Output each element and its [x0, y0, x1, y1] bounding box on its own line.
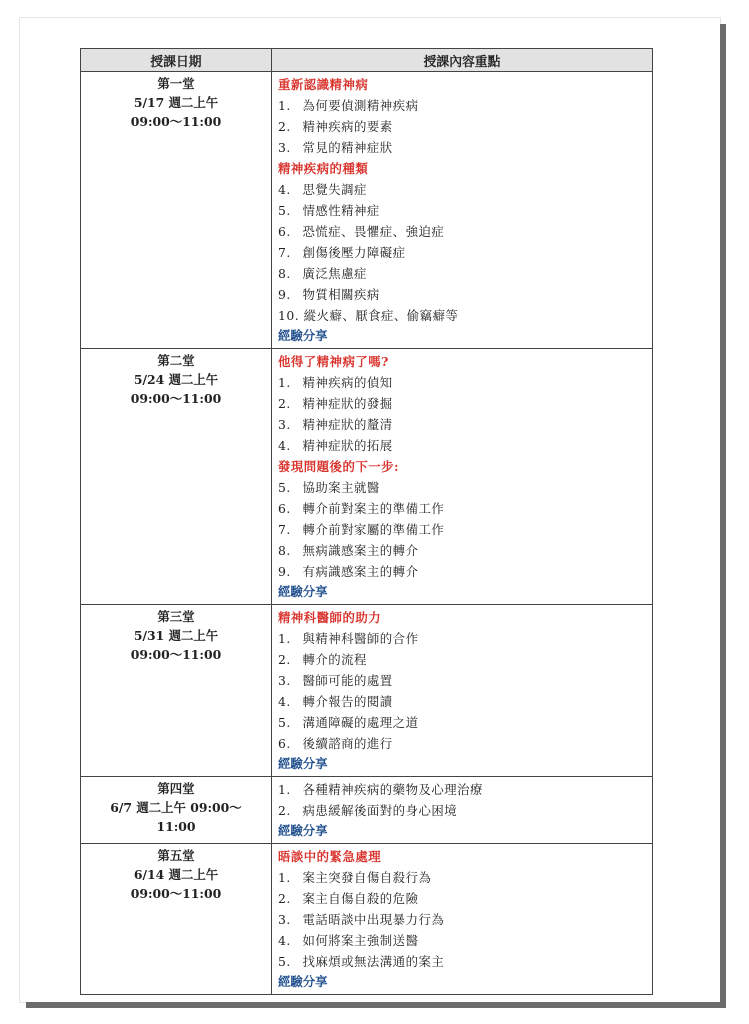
- topic-number: 7.: [278, 245, 291, 260]
- session-date: 5/31 週二上午: [133, 628, 219, 643]
- topic-item: [278, 393, 646, 414]
- session-row: [81, 349, 653, 605]
- topic-item: [278, 930, 646, 951]
- topic-number: 6.: [278, 224, 291, 239]
- topic-item: [278, 733, 646, 754]
- topic-number: 2.: [278, 396, 291, 411]
- topic-number: 1.: [278, 782, 291, 797]
- session-time: 09:00～11:00: [130, 391, 222, 406]
- topic-item: [278, 691, 646, 712]
- topic-text: 轉介前對案主的準備工作: [302, 501, 445, 516]
- topic-item: [278, 519, 646, 540]
- topic-text: 情感性精神症: [302, 203, 380, 218]
- session-date-cell: [81, 777, 272, 844]
- topic-item: [278, 179, 646, 200]
- topic-text: 精神症狀的釐清: [302, 417, 393, 432]
- session-date: 6/14 週二上午: [133, 867, 219, 882]
- section-heading: 晤談中的緊急處理: [278, 849, 382, 864]
- topic-item: [278, 242, 646, 263]
- session-date-cell: [81, 349, 272, 605]
- topic-text: 精神症狀的發掘: [302, 396, 393, 411]
- topic-text: 有病識感案主的轉介: [302, 564, 419, 579]
- topic-number: 4.: [278, 933, 291, 948]
- session-content-cell: [272, 844, 653, 995]
- topic-number: 8.: [278, 543, 291, 558]
- session-row: [81, 605, 653, 777]
- experience-sharing-label: 經驗分享: [278, 974, 328, 989]
- topic-text: 精神疾病的要素: [302, 119, 393, 134]
- topic-text: 為何要偵測精神疾病: [302, 98, 419, 113]
- topic-number: 4.: [278, 694, 291, 709]
- topic-number: 2.: [278, 652, 291, 667]
- topic-item: [278, 800, 646, 821]
- topic-text: 恐慌症、畏懼症、強迫症: [302, 224, 445, 239]
- topic-text: 後續諮商的進行: [302, 736, 393, 751]
- header-content: 授課內容重點: [272, 49, 653, 72]
- topic-item: [278, 372, 646, 393]
- topic-text: 找麻煩或無法溝通的案主: [302, 954, 445, 969]
- topic-text: 如何將案主強制送醫: [302, 933, 419, 948]
- topic-text: 轉介的流程: [302, 652, 367, 667]
- section-heading: 重新認識精神病: [278, 77, 369, 92]
- topic-item: [278, 649, 646, 670]
- topic-text: 無病識感案主的轉介: [302, 543, 419, 558]
- header-date: 授課日期: [81, 49, 272, 72]
- topic-number: 3.: [278, 140, 291, 155]
- topic-number: 2.: [278, 803, 291, 818]
- topic-number: 6.: [278, 736, 291, 751]
- topic-item: [278, 263, 646, 284]
- topic-text: 協助案主就醫: [302, 480, 380, 495]
- session-time: 09:00～11:00: [130, 114, 222, 129]
- experience-sharing-label: 經驗分享: [278, 756, 328, 771]
- topic-number: 2.: [278, 119, 291, 134]
- topic-item: [278, 951, 646, 972]
- session-row: [81, 844, 653, 995]
- topic-number: 9.: [278, 564, 291, 579]
- session-date-cell: [81, 72, 272, 349]
- topic-text: 醫師可能的處置: [302, 673, 393, 688]
- topic-number: 1.: [278, 631, 291, 646]
- topic-item: [278, 221, 646, 242]
- session-row: [81, 777, 653, 844]
- topic-number: 6.: [278, 501, 291, 516]
- session-date-cell: [81, 844, 272, 995]
- topic-item: [278, 712, 646, 733]
- topic-text: 與精神科醫師的合作: [302, 631, 419, 646]
- schedule-body: [81, 72, 653, 995]
- topic-item: [278, 137, 646, 158]
- topic-text: 常見的精神症狀: [302, 140, 393, 155]
- topic-item: [278, 540, 646, 561]
- topic-text: 物質相關疾病: [302, 287, 380, 302]
- topic-number: 8.: [278, 266, 291, 281]
- topic-text: 精神疾病的偵知: [302, 375, 393, 390]
- session-row: [81, 72, 653, 349]
- topic-item: [278, 284, 646, 305]
- topic-number: 10.: [278, 308, 300, 323]
- topic-item: [278, 909, 646, 930]
- topic-text: 溝通障礙的處理之道: [302, 715, 419, 730]
- session-date: 5/24 週二上午: [133, 372, 219, 387]
- topic-number: 1.: [278, 98, 291, 113]
- section-heading: 精神科醫師的助力: [278, 610, 382, 625]
- session-name: 第三堂: [157, 609, 195, 624]
- course-schedule-table: [80, 48, 653, 995]
- topic-item: [278, 305, 646, 326]
- topic-number: 3.: [278, 912, 291, 927]
- topic-text: 轉介前對家屬的準備工作: [302, 522, 445, 537]
- topic-text: 精神症狀的拓展: [302, 438, 393, 453]
- topic-item: [278, 561, 646, 582]
- topic-text: 案主突發自傷自殺行為: [302, 870, 432, 885]
- document-page: [20, 18, 720, 1002]
- topic-number: 3.: [278, 417, 291, 432]
- session-content-cell: [272, 777, 653, 844]
- topic-number: 5.: [278, 715, 291, 730]
- session-name: 第二堂: [157, 353, 195, 368]
- section-heading: 他得了精神病了嗎?: [278, 354, 389, 369]
- topic-number: 2.: [278, 891, 291, 906]
- topic-item: [278, 414, 646, 435]
- topic-text: 思覺失調症: [302, 182, 367, 197]
- session-name: 第四堂: [157, 781, 195, 796]
- topic-text: 縱火癖、厭食症、偷竊癖等: [303, 308, 459, 323]
- topic-number: 4.: [278, 182, 291, 197]
- topic-number: 1.: [278, 870, 291, 885]
- session-time: 09:00～11:00: [130, 647, 222, 662]
- session-time: 11:00: [156, 819, 196, 834]
- session-time: 09:00～11:00: [130, 886, 222, 901]
- topic-item: [278, 435, 646, 456]
- topic-text: 廣泛焦慮症: [302, 266, 367, 281]
- session-content-cell: [272, 349, 653, 605]
- topic-item: [278, 628, 646, 649]
- topic-item: [278, 477, 646, 498]
- topic-item: [278, 498, 646, 519]
- topic-number: 5.: [278, 954, 291, 969]
- topic-text: 轉介報告的閱讀: [302, 694, 393, 709]
- topic-number: 7.: [278, 522, 291, 537]
- topic-item: [278, 888, 646, 909]
- topic-number: 4.: [278, 438, 291, 453]
- topic-number: 1.: [278, 375, 291, 390]
- topic-item: [278, 779, 646, 800]
- session-date: 5/17 週二上午: [133, 95, 219, 110]
- topic-text: 各種精神疾病的藥物及心理治療: [302, 782, 483, 797]
- section-heading: 發現問題後的下一步:: [278, 459, 400, 474]
- topic-number: 9.: [278, 287, 291, 302]
- section-heading: 精神疾病的種類: [278, 161, 369, 176]
- topic-text: 案主自傷自殺的危險: [302, 891, 419, 906]
- experience-sharing-label: 經驗分享: [278, 823, 328, 838]
- topic-text: 電話晤談中出現暴力行為: [302, 912, 445, 927]
- topic-text: 病患緩解後面對的身心困境: [302, 803, 458, 818]
- topic-item: [278, 867, 646, 888]
- experience-sharing-label: 經驗分享: [278, 328, 328, 343]
- session-name: 第一堂: [157, 76, 195, 91]
- topic-item: [278, 200, 646, 221]
- topic-number: 5.: [278, 203, 291, 218]
- topic-item: [278, 95, 646, 116]
- session-name: 第五堂: [157, 848, 195, 863]
- experience-sharing-label: 經驗分享: [278, 584, 328, 599]
- table-header-row: [81, 49, 653, 72]
- topic-item: [278, 116, 646, 137]
- session-date-cell: [81, 605, 272, 777]
- session-content-cell: [272, 605, 653, 777]
- topic-text: 創傷後壓力障礙症: [302, 245, 406, 260]
- session-date: 6/7 週二上午 09:00～: [110, 800, 242, 815]
- topic-item: [278, 670, 646, 691]
- topic-number: 5.: [278, 480, 291, 495]
- topic-number: 3.: [278, 673, 291, 688]
- session-content-cell: [272, 72, 653, 349]
